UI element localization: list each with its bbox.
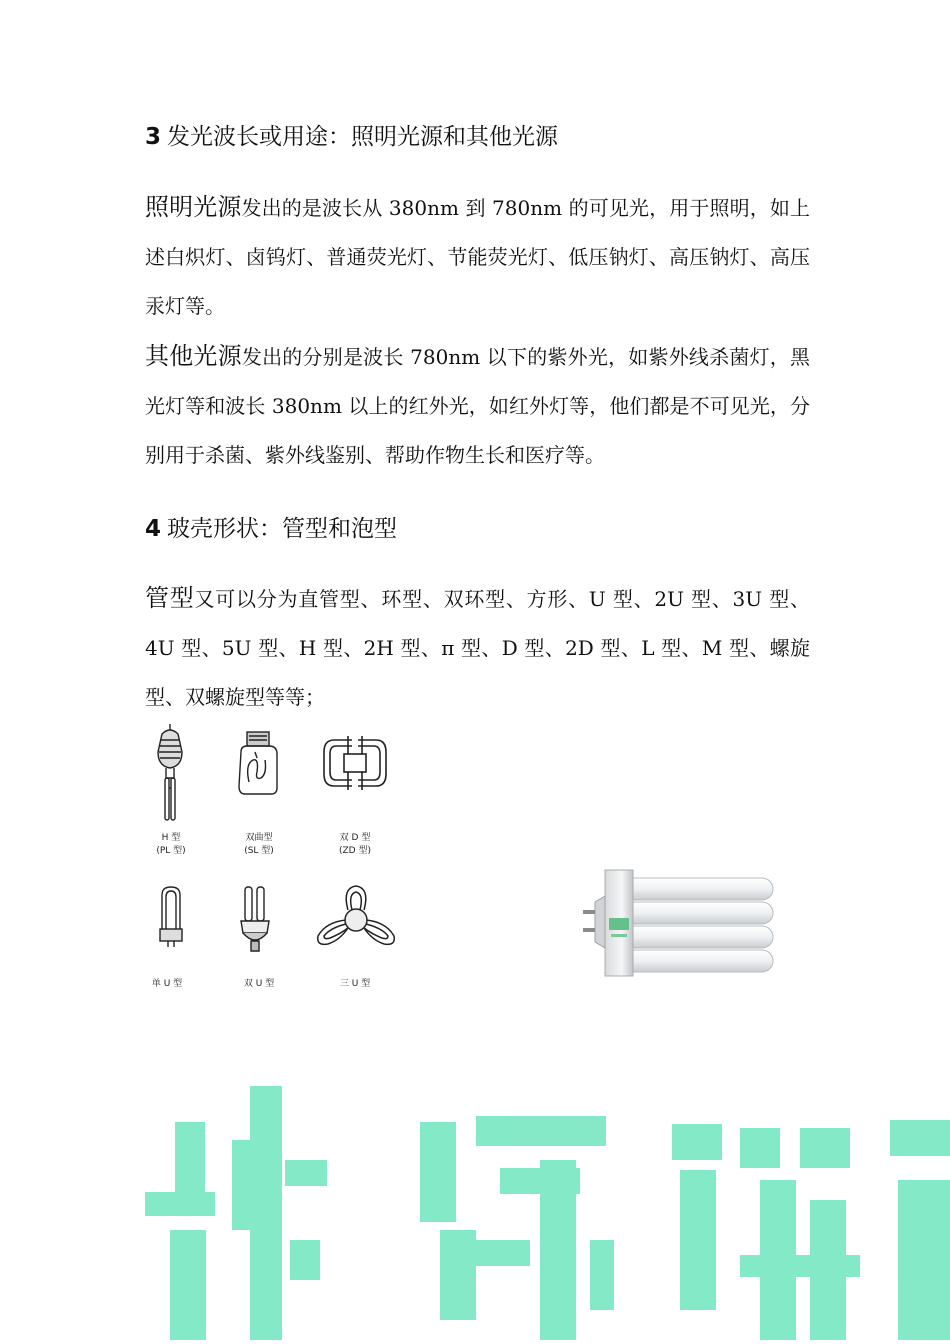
triple-u-lamp-drawing [312,882,402,954]
sl-type-lamp-drawing [235,730,283,798]
lighting-source-text: 发出的是波长从 380nm 到 780nm 的可见光，用于照明，如上述白炽灯、卤钨灯、普通荧光灯、节能荧光灯、低压钠灯、高压钠灯、高压汞灯等。 [145,196,811,318]
caption-sl-type-line1: 双曲型 [245,833,273,843]
h-type-lamp-drawing [148,722,192,827]
caption-zd-type-line1: 双 D 型 [339,833,371,843]
caption-single-u [144,976,190,989]
lighting-source-lead: 照明光源 [145,193,242,221]
watermark-logo [0,1080,950,1344]
tube-type-lead: 管型 [145,584,195,612]
caption-zd-type-line2: (ZD 型) [339,846,371,856]
caption-h-type-line2: (PL 型) [156,846,186,856]
caption-h-type [148,830,194,856]
caption-single-u-line1: 单 U 型 [151,979,183,989]
section-4-heading [145,510,397,543]
caption-sl-type-line2: (SL 型) [244,846,274,856]
other-source-text: 发出的分别是波长 780nm 以下的紫外光，如紫外线杀菌灯，黑光灯等和波长 380nm 以上的红外光，如红外灯等，他们都是不可见光，分别用于杀菌、紫外线鉴别、帮助作物生长和医疗等。 [145,345,811,467]
double-u-lamp-drawing [235,885,275,957]
caption-double-u-line1: 双 U 型 [243,979,275,989]
tube-type-paragraph [145,574,810,722]
section-4-title: 玻壳形状：管型和泡型 [167,516,398,542]
lamp-shapes-figure [140,722,410,997]
caption-zd-type [332,830,378,856]
section-3-title: 发光波长或用途：照明光源和其他光源 [167,124,559,150]
caption-triple-u-line1: 三 U 型 [339,979,371,989]
section-4-number: 4 [145,516,162,542]
compact-fluorescent-lamp-photo [575,862,780,982]
single-u-lamp-drawing [156,885,186,950]
tube-type-text: 又可以分为直管型、环型、双环型、方形、U 型、2U 型、3U 型、4U 型、5U 型、H 型、2H 型、π 型、D 型、2D 型、L 型、M 型、螺旋型、双螺旋型等等； [145,587,810,709]
section-3-heading [145,118,558,151]
section-3-number: 3 [145,124,162,150]
caption-triple-u [332,976,378,989]
other-source-paragraph [145,332,810,480]
caption-sl-type [236,830,282,856]
caption-h-type-line1: H 型 [161,833,181,843]
lighting-source-paragraph [145,183,810,331]
other-source-lead: 其他光源 [145,342,242,370]
caption-double-u [236,976,282,989]
zd-type-lamp-drawing [320,734,390,792]
